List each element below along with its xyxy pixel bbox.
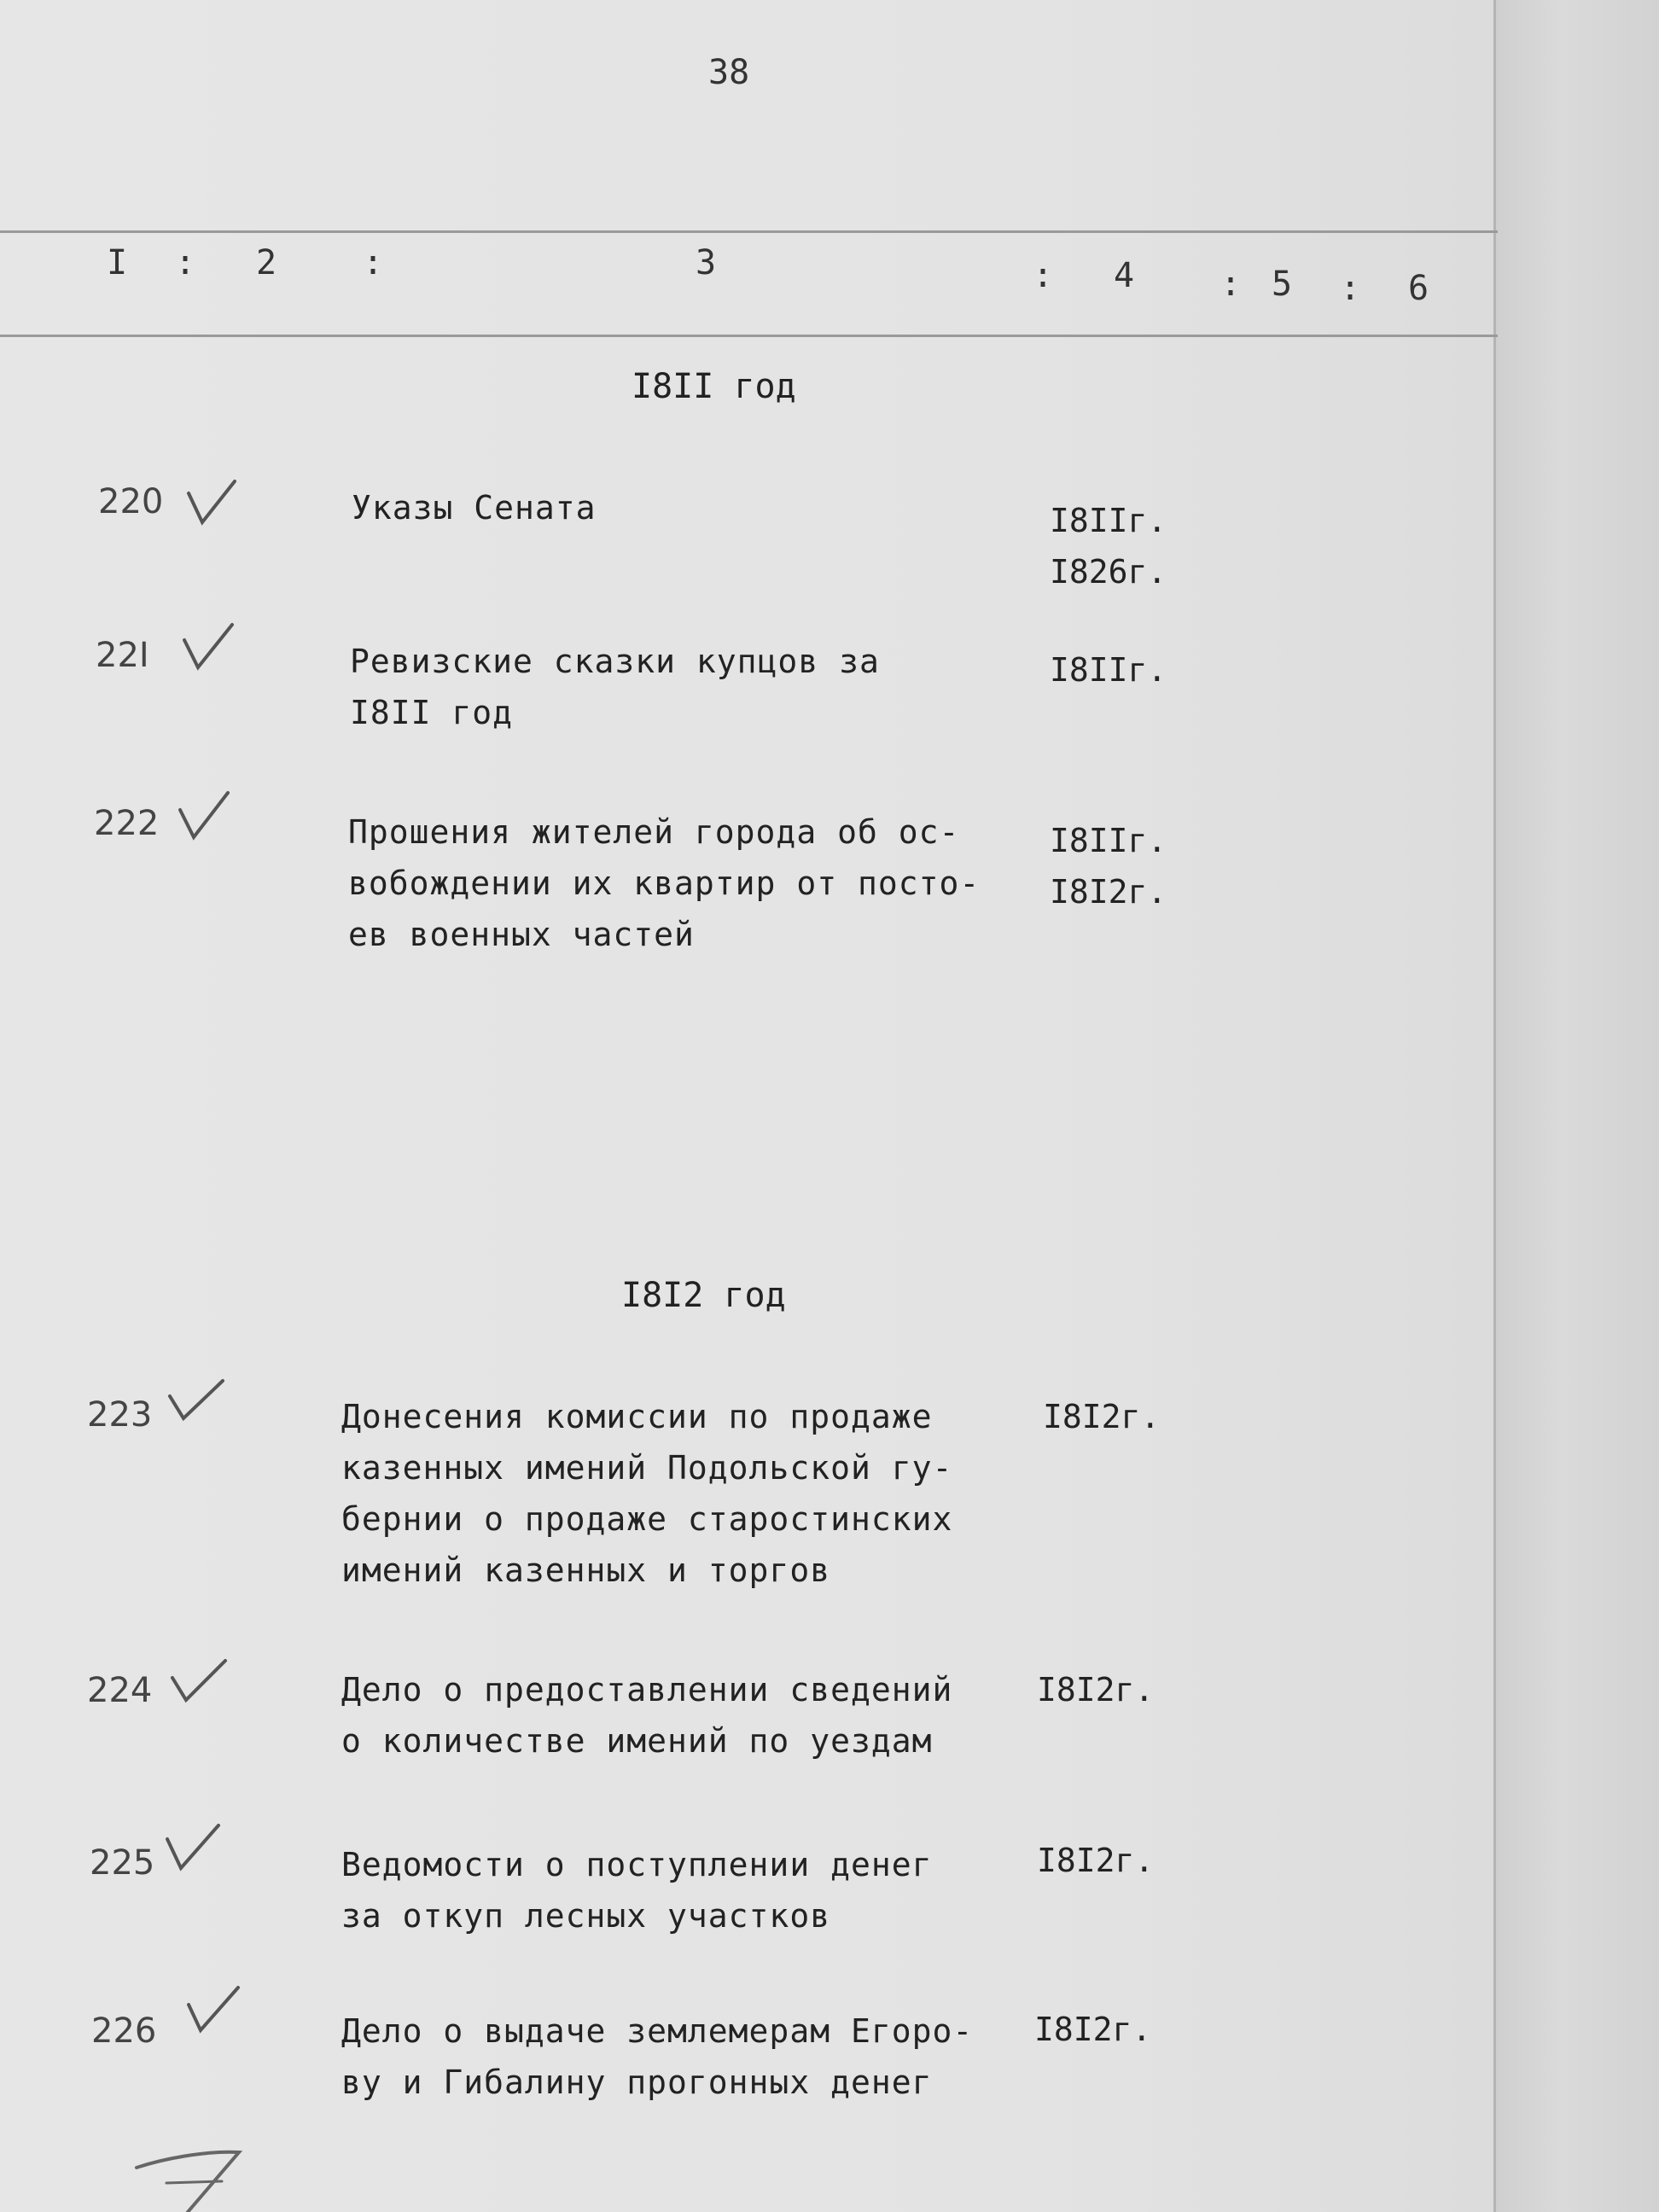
- column-header-4: 4: [1114, 256, 1135, 295]
- column-header-3: 3: [696, 243, 717, 282]
- entry-description-226: Дело о выдаче землемерам Егоро- ву и Гибалину прогонных денег: [341, 2012, 974, 2101]
- entry-dates-220: I8IIг. I826г.: [1050, 502, 1167, 591]
- entry-number-224: 224: [87, 1671, 153, 1710]
- header-rule-bottom: [0, 335, 1498, 337]
- entry-dates-226: I8I2г.: [1034, 2011, 1152, 2048]
- entry-number-223: 223: [87, 1395, 153, 1435]
- check-mark-icon: [166, 1376, 226, 1427]
- section-title-1812: I8I2 год: [621, 1276, 786, 1315]
- check-mark-icon: [164, 1822, 224, 1873]
- entry-dates-225: I8I2г.: [1037, 1842, 1155, 1879]
- section-title-1811: I8II год: [632, 367, 796, 406]
- entry-number-225: 225: [90, 1843, 155, 1883]
- entry-description-220: Указы Сената: [352, 489, 597, 527]
- check-mark-icon: [175, 789, 235, 841]
- page-edge: [1496, 0, 1659, 2212]
- entry-dates-221: I8IIг.: [1050, 651, 1167, 689]
- handwritten-folio-mark: [128, 2133, 247, 2212]
- header-rule-top: [0, 230, 1498, 233]
- entry-description-221: Ревизские сказки купцов за I8II год: [350, 643, 880, 731]
- entry-dates-222: I8IIг. I8I2г.: [1050, 822, 1167, 911]
- column-separator-4: :: [1220, 265, 1242, 304]
- check-mark-icon: [169, 1656, 229, 1707]
- entry-dates-223: I8I2г.: [1043, 1398, 1161, 1435]
- entry-description-222: Прошения жителей города об ос- вобождении их квартир от посто- ев военных частей: [348, 813, 981, 953]
- page-number: 38: [708, 53, 750, 92]
- column-separator-2: :: [363, 243, 384, 282]
- entry-description-223: Донесения комиссии по продаже казенных имений Подольской гу- бернии о продаже старостинских имений казенных и торгов: [341, 1398, 953, 1589]
- column-header-6: 6: [1408, 269, 1429, 308]
- entry-number-226: 226: [91, 2011, 157, 2051]
- check-mark-icon: [183, 1984, 243, 2035]
- entry-number-220: 220: [98, 482, 164, 521]
- entry-dates-224: I8I2г.: [1037, 1671, 1155, 1708]
- column-header-5: 5: [1272, 265, 1293, 304]
- column-separator-5: :: [1340, 269, 1361, 308]
- entry-description-224: Дело о предоставлении сведений о количестве имений по уездам: [341, 1671, 953, 1760]
- column-separator-1: :: [175, 243, 196, 282]
- entry-number-221: 22I: [96, 636, 149, 675]
- column-header-2: 2: [256, 243, 277, 282]
- entry-description-225: Ведомости о поступлении денег за откуп лесных участков: [341, 1846, 933, 1935]
- check-mark-icon: [179, 621, 239, 672]
- column-header-1: I: [107, 243, 128, 282]
- column-separator-3: :: [1033, 256, 1054, 295]
- entry-number-222: 222: [94, 804, 160, 843]
- check-mark-icon: [183, 478, 243, 529]
